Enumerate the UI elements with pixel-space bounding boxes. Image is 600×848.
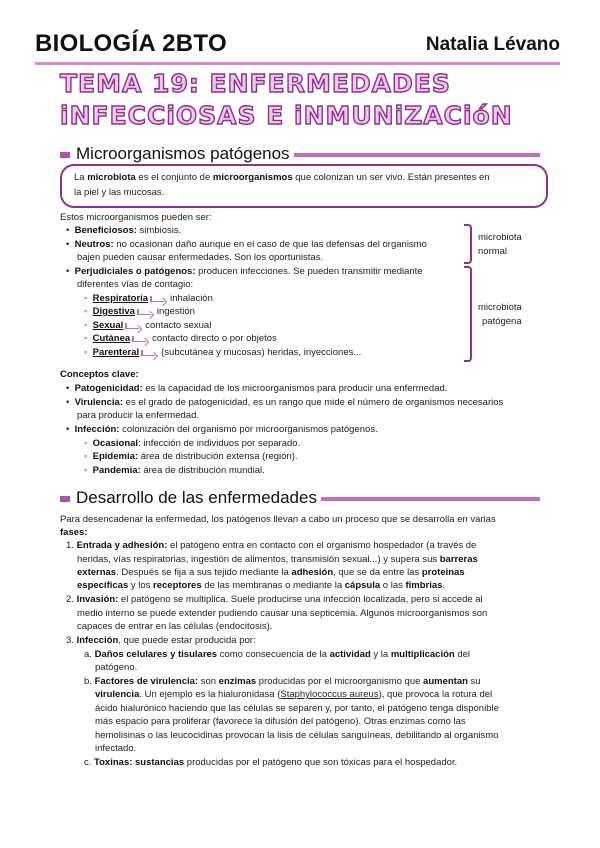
conceptos-heading: Conceptos clave: xyxy=(60,369,139,380)
heading-underline xyxy=(290,153,540,157)
concept-epidemia: ◦ Epidemia: área de distribución extensa (región). xyxy=(84,451,298,462)
route-respiratoria: ◦ Respiratoria inhalación xyxy=(84,293,213,305)
fase-3: 3. Infección, que puede estar producida por: xyxy=(66,635,256,646)
virulencia-line-2: para producir la enfermedad. xyxy=(77,410,199,421)
neutros-line-2: bajen pueden causar enfermedades. Son los oportunistas. xyxy=(77,252,324,263)
intro-text: Estos microorganismos pueden ser: xyxy=(60,212,212,223)
desarrollo-intro-fases: fases: xyxy=(60,527,88,538)
arrow-icon xyxy=(137,307,155,315)
concept-virulencia: • Virulencia: es el grado de patogenicidad, es un rango que mide el número de organismos necesarios xyxy=(66,397,504,408)
arrow-icon xyxy=(125,321,143,329)
perjudiciales-line-2: diferentes vías de contagio: xyxy=(77,279,194,290)
concept-ocasional: ◦ Ocasional: infección de individuos por separado. xyxy=(84,438,301,449)
fase-3-b: b. Factores de virulencia: son enzimas producidas por el microorganismo que aumentan su xyxy=(84,676,481,687)
side-label-normal-2: normal xyxy=(478,246,508,257)
arrow-icon xyxy=(150,294,168,302)
fase-1-line-4: específicas y los receptores de las membranas o mediante la cápsula o las fimbrias. xyxy=(77,580,446,591)
arrow-icon xyxy=(132,334,150,342)
definition-callout xyxy=(60,164,548,208)
heading-marker xyxy=(60,496,70,502)
arrow-icon xyxy=(141,348,159,356)
route-cutanea: ◦ Cutánea contacto directo o por objetos xyxy=(84,333,277,345)
heading-marker xyxy=(60,152,70,158)
fase-3-a-line-2: patógeno. xyxy=(95,662,138,673)
concept-infeccion: • Infección: colonización del organismo por microorganismos patógenos. xyxy=(66,424,378,435)
fase-1-line-2: heridas, vías respiratorias, ingestión de alimentos, transmisión sexual...) y supera sus barreras xyxy=(77,554,478,565)
list-item-beneficiosos: • Beneficiosos: simbiosis. xyxy=(66,225,182,236)
fase-3-a: a. Daños celulares y tisulares como consecuencia de la actividad y la multiplicación del xyxy=(84,649,471,660)
fase-3-b-line-5: hemolisinas o las leucocidinas provocan la lisis de células sanguíneas, debilitando al organismo xyxy=(95,730,499,741)
route-digestiva: ◦ Digestiva ingestión xyxy=(84,306,195,318)
page-title-line-1: TEMA 19: ENFERMEDADES xyxy=(60,69,451,98)
author-name: Natalia Lévano xyxy=(425,34,560,55)
header-divider xyxy=(35,62,560,65)
fase-3-b-line-6: infectado. xyxy=(95,743,137,754)
page-header xyxy=(35,30,560,60)
fase-3-b-line-3: ácido hialurónico haciendo que las células se separen y, por tanto, el patógeno tenga disponible xyxy=(95,703,499,714)
section-title: Desarrollo de las enfermedades xyxy=(76,488,321,508)
subject-label: BIOLOGÍA 2BTO xyxy=(35,30,227,57)
list-item-perjudiciales: • Perjudiciales o patógenos: producen infecciones. Se pueden transmitir mediante xyxy=(66,266,423,277)
list-item-neutros: • Neutros: no ocasionan daño aunque en el caso de que las defensas del organismo xyxy=(66,239,427,250)
fase-3-c: c. Toxinas: sustancias producidas por el patógeno que son tóxicas para el hospedador. xyxy=(84,757,458,768)
section-heading-microorganismos xyxy=(60,144,540,166)
callout-line-1: La microbiota es el conjunto de microorganismos que colonizan un ser vivo. Están presentes en xyxy=(74,172,490,183)
fase-3-b-line-2: virulencia. Un ejemplo es la hialuronidasa (Staphylococcus aureus), que provoca la rotura del xyxy=(95,689,493,700)
side-label-normal-1: microbiota xyxy=(478,232,522,243)
bracket-microbiota-patogena xyxy=(464,266,472,362)
heading-underline xyxy=(316,497,540,501)
fase-1-line-3: externas. Después se fija a sus tejido mediante la adhesión, que se da entre las proteinas xyxy=(77,567,465,578)
section-heading-desarrollo xyxy=(60,488,540,510)
side-label-patogena-2: patógena xyxy=(482,316,522,327)
fase-1: 1. Entrada y adhesión: el patógeno entra en contacto con el organismo hospedador (a través de xyxy=(66,540,477,551)
route-sexual: ◦ Sexual contacto sexual xyxy=(84,320,211,332)
fase-2-line-2: medio interno se puede extender pudiendo causar una septicemia. Algunos microorganismos son xyxy=(77,608,488,619)
fase-2-line-3: capaces de entrar en las células (endocitosis). xyxy=(77,621,273,632)
section-title: Microorganismos patógenos xyxy=(76,144,294,164)
fase-3-b-line-4: más espacio para proliferar (favorece la difusión del patógeno). Otras enzimas como las xyxy=(95,716,466,727)
callout-line-2: la piel y las mucosas. xyxy=(74,187,165,198)
fase-2: 2. Invasión: el patógeno se multiplica. Suele producirse una infección localizada, pero si accede al xyxy=(66,594,483,605)
concept-pandemia: ◦ Pandemia: área de distribución mundial. xyxy=(84,465,265,476)
route-parenteral: ◦ Parenteral (subcutánea y mucosas) heridas, inyecciones... xyxy=(84,347,361,359)
concept-patogenicidad: • Patogenicidad: es la capacidad de los microorganismos para producir una enfermedad. xyxy=(66,383,448,394)
page-title-line-2: iNFECCiOSAS E iNMUNiZACióN xyxy=(60,101,513,130)
bracket-microbiota-normal xyxy=(464,224,472,264)
side-label-patogena-1: microbiota xyxy=(478,302,522,313)
desarrollo-intro: Para desencadenar la enfermedad, los patógenos llevan a cabo un proceso que se desarrolla en varias xyxy=(60,514,496,525)
